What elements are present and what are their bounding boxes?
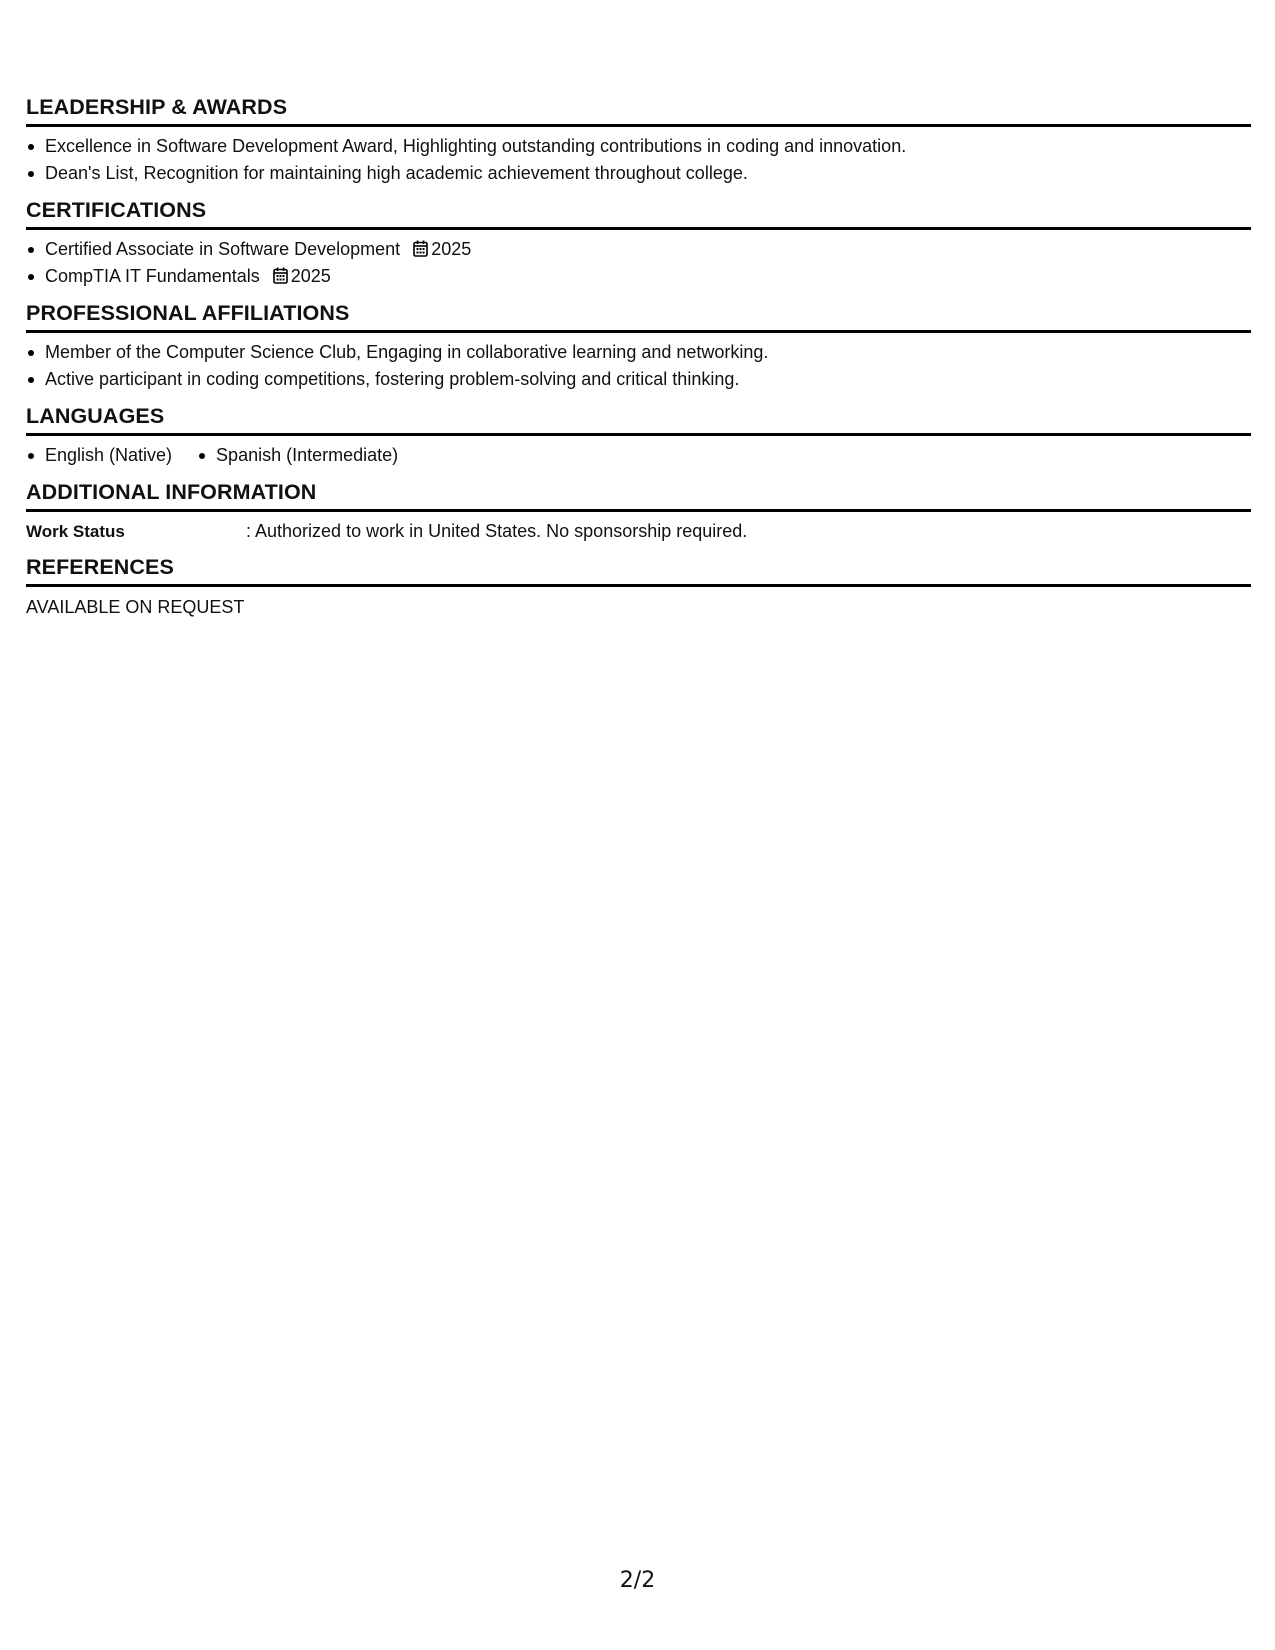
section-title: CERTIFICATIONS	[26, 197, 1251, 230]
certification-name: CompTIA IT Fundamentals	[45, 266, 260, 286]
leadership-awards-section	[26, 94, 1251, 197]
bullet-icon	[28, 377, 34, 383]
list-item: Dean's List, Recognition for maintaining high academic achievement throughout college.	[26, 160, 1251, 187]
references-text: AVAILABLE ON REQUEST	[26, 597, 245, 617]
list-item: Member of the Computer Science Club, Engaging in collaborative learning and networking.	[26, 339, 1251, 366]
work-status-label: Work Status	[26, 522, 125, 541]
calendar-icon	[273, 267, 288, 284]
languages-section	[26, 403, 1251, 479]
bullet-icon	[28, 350, 34, 356]
page-number: 2/2	[619, 1568, 656, 1593]
section-title: ADDITIONAL INFORMATION	[26, 479, 1251, 512]
resume-page	[26, 94, 1251, 630]
calendar-icon	[413, 240, 428, 257]
section-title: PROFESSIONAL AFFILIATIONS	[26, 300, 1251, 333]
certification-year: 2025	[290, 266, 331, 286]
affiliations-list	[26, 339, 1251, 393]
certifications-list	[26, 236, 1251, 290]
languages-list	[26, 442, 1251, 469]
bullet-icon	[28, 144, 34, 150]
certification-year: 2025	[431, 239, 472, 259]
bullet-icon	[28, 171, 34, 177]
professional-affiliations-section	[26, 300, 1251, 403]
certification-name: Certified Associate in Software Development	[45, 239, 401, 259]
section-title: LEADERSHIP & AWARDS	[26, 94, 1251, 127]
certifications-section	[26, 197, 1251, 300]
bullet-icon	[28, 274, 34, 280]
bullet-icon	[28, 453, 34, 459]
list-item	[26, 236, 1251, 263]
list-item: Excellence in Software Development Award, Highlighting outstanding contributions in coding and innovation.	[26, 133, 1251, 160]
list-item: English (Native)	[26, 442, 172, 469]
list-item: Spanish (Intermediate)	[197, 442, 398, 469]
list-item: Active participant in coding competitions, fostering problem-solving and critical thinking.	[26, 366, 1251, 393]
awards-list	[26, 133, 1251, 187]
additional-information-section	[26, 479, 1251, 554]
bullet-icon	[28, 247, 34, 253]
list-item	[26, 263, 1251, 290]
references-section	[26, 554, 1251, 630]
work-status-value: : Authorized to work in United States. No sponsorship required.	[246, 521, 748, 541]
section-title: REFERENCES	[26, 554, 1251, 587]
section-title: LANGUAGES	[26, 403, 1251, 436]
bullet-icon	[199, 453, 205, 459]
work-status-row	[26, 518, 1251, 544]
